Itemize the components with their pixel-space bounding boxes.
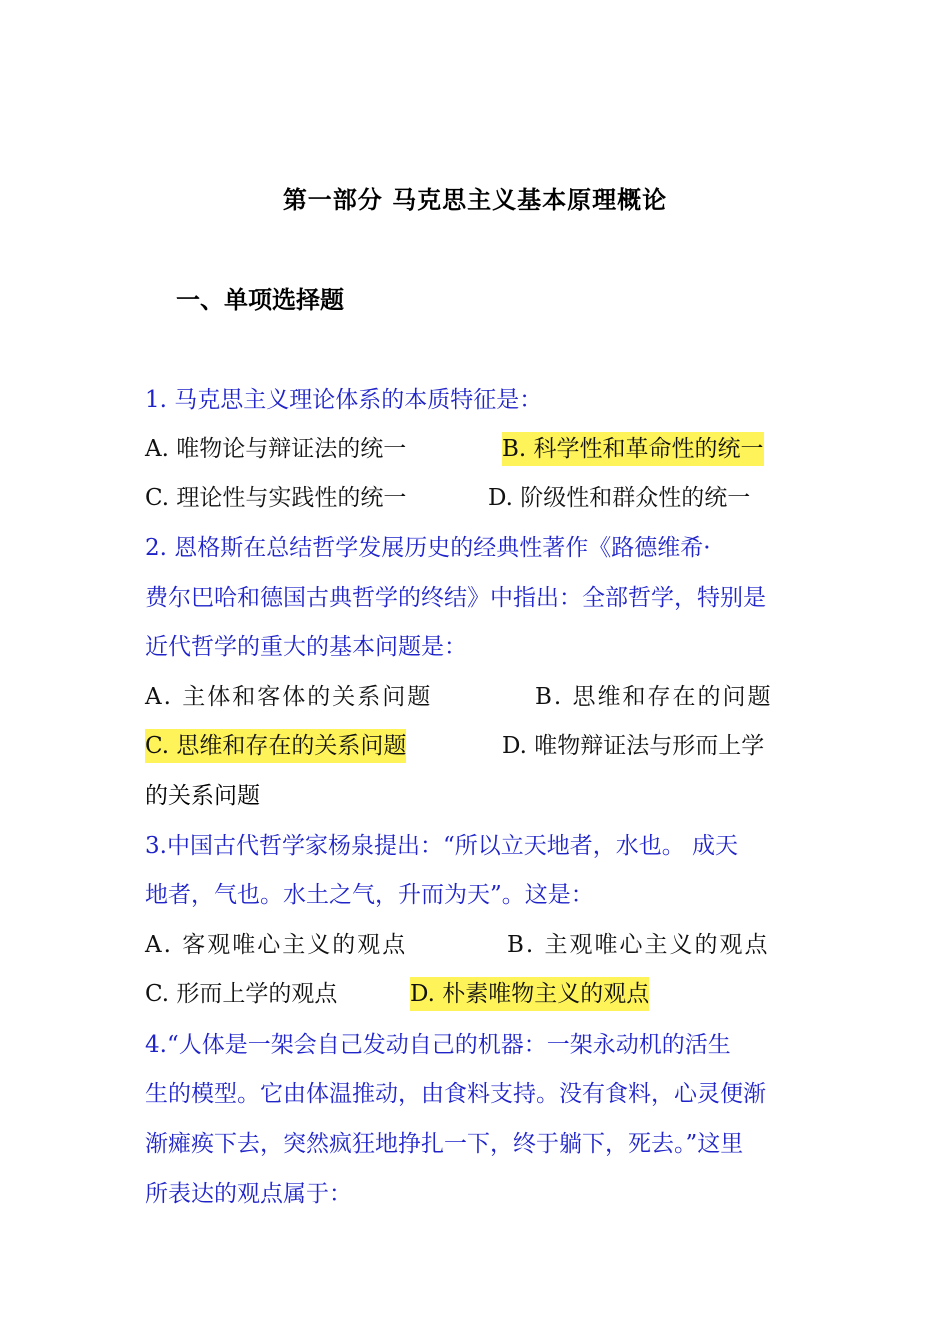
question-3-text-line-1: 3.中国古代哲学家杨泉提出：“所以立天地者，水也。 成天 — [145, 833, 739, 859]
question-2-option-d-continued: 的关系问题 — [145, 783, 260, 809]
question-2-options-row-2 — [145, 729, 825, 763]
question-1-option-c: C. 理论性与实践性的统一 — [145, 485, 407, 511]
question-1-option-b-answer: B. 科学性和革命性的统一 — [502, 432, 764, 466]
question-3-options-row-2 — [145, 977, 825, 1011]
question-3-options-row-1 — [145, 928, 825, 962]
question-2-options-row-1 — [145, 680, 825, 714]
question-1-options-row-2 — [145, 481, 825, 515]
question-3-option-a: A. 客观唯心主义的观点 — [145, 932, 408, 958]
question-1-text: 1. 马克思主义理论体系的本质特征是： — [145, 387, 543, 413]
question-3-text-line-2: 地者，气也。水土之气，升而为天”。这是： — [145, 882, 594, 908]
question-2-text-line-2: 费尔巴哈和德国古典哲学的终结》中指出：全部哲学，特别是 — [145, 585, 766, 611]
question-4-text-line-1: 4.“人体是一架会自己发动自己的机器：一架永动机的活生 — [145, 1032, 731, 1058]
question-3-option-d-answer: D. 朴素唯物主义的观点 — [410, 977, 649, 1011]
question-1-option-d: D. 阶级性和群众性的统一 — [488, 485, 751, 511]
question-1-option-a: A. 唯物论与辩证法的统一 — [145, 436, 407, 462]
question-2-text-line-1: 2. 恩格斯在总结哲学发展历史的经典性著作《路德维希· — [145, 535, 711, 561]
question-3-option-b: B. 主观唯心主义的观点 — [507, 932, 770, 958]
question-2-option-c-answer: C. 思维和存在的关系问题 — [145, 729, 406, 763]
question-4-text-line-4: 所表达的观点属于： — [145, 1181, 352, 1207]
question-3-option-c: C. 形而上学的观点 — [145, 981, 338, 1007]
page-title: 第一部分 马克思主义基本原理概论 — [282, 186, 668, 214]
question-4-text-line-2: 生的模型。它由体温推动，由食料支持。没有食料，心灵便渐 — [145, 1081, 766, 1107]
section-heading: 一、单项选择题 — [176, 286, 344, 314]
question-4-text-line-3: 渐瘫痪下去，突然疯狂地挣扎一下，终于躺下，死去。”这里 — [145, 1131, 744, 1157]
question-2-option-b: B. 思维和存在的问题 — [535, 684, 773, 710]
question-2-text-line-3: 近代哲学的重大的基本问题是： — [145, 634, 467, 660]
question-1-options-row-1 — [145, 432, 825, 466]
question-2-option-a: A. 主体和客体的关系问题 — [145, 684, 433, 710]
question-2-option-d: D. 唯物辩证法与形而上学 — [502, 733, 765, 759]
